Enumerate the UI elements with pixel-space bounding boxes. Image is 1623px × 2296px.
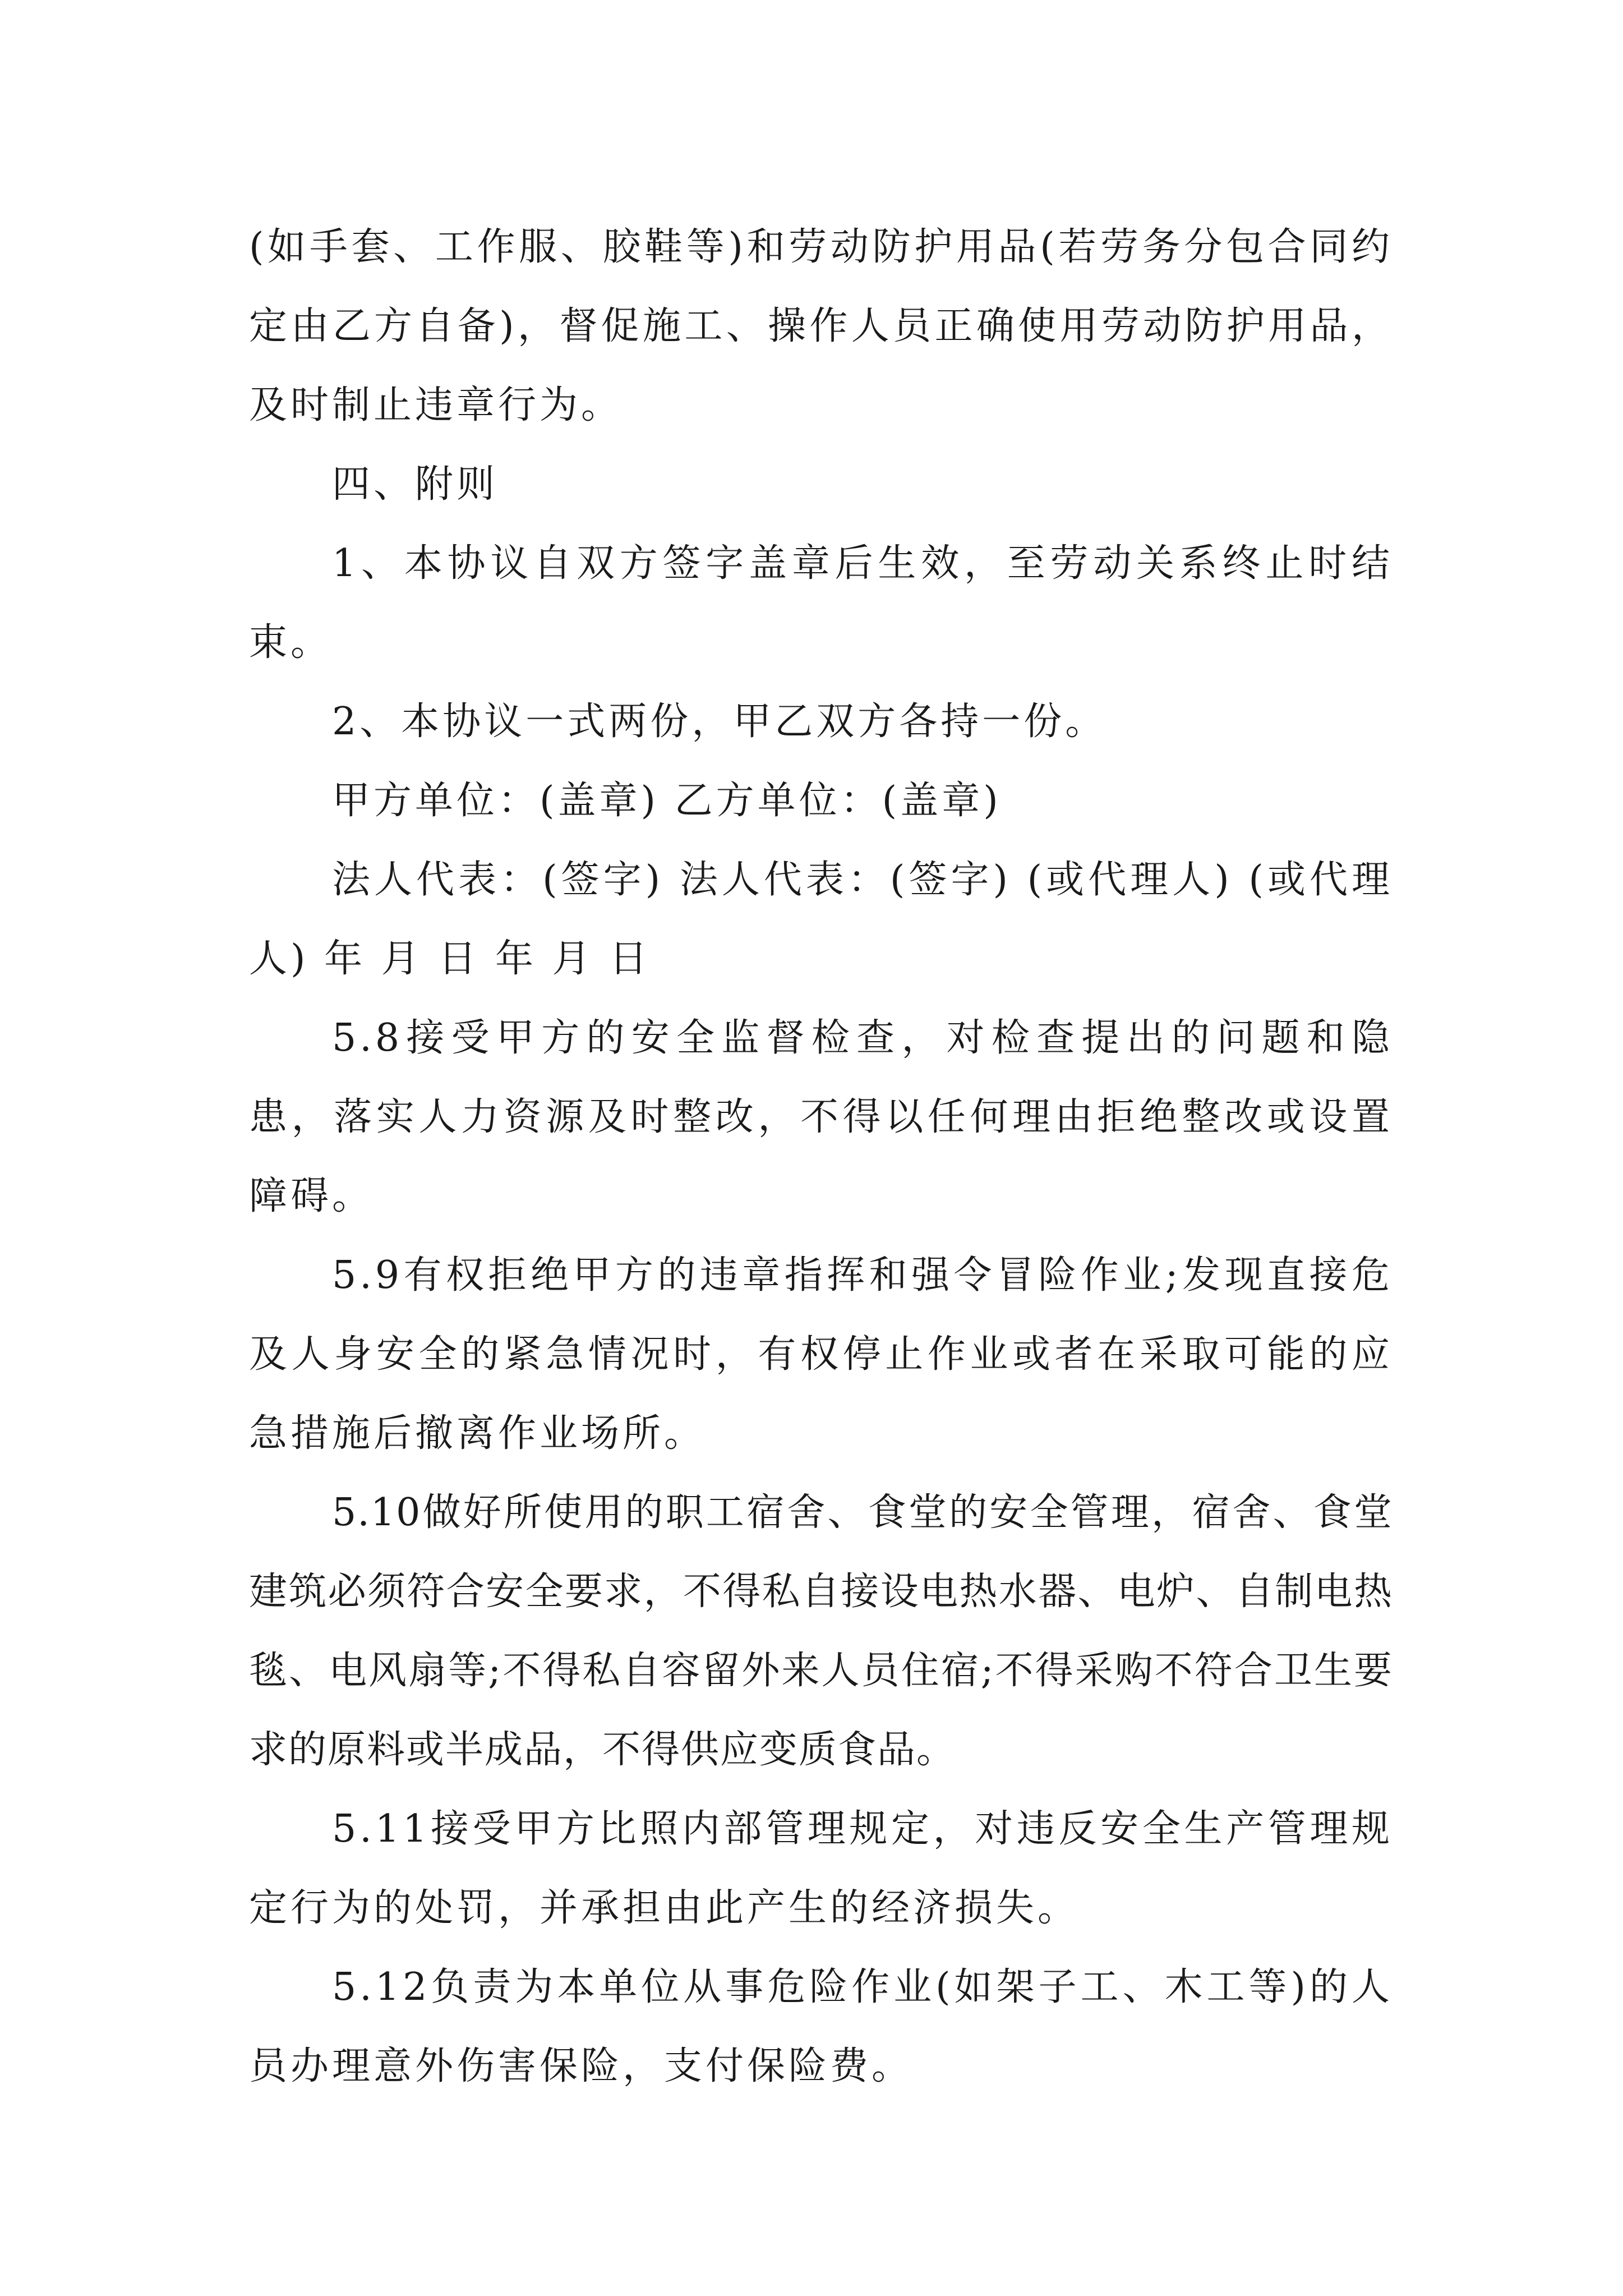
- paragraph-clause-5-8: 5.8接受甲方的安全监督检查，对检查提出的问题和隐患，落实人力资源及时整改，不得以任何理由拒绝整改或设置障碍。: [249, 1016, 1393, 1218]
- paragraph-clause-5-11: 5.11接受甲方比照内部管理规定，对违反安全生产管理规定行为的处罚，并承担由此产生的经济损失。: [249, 1807, 1393, 1930]
- document-body: [249, 208, 1393, 2106]
- paragraph-clause-1: 1、本协议自双方签字盖章后生效，至劳动关系终止时结束。: [249, 541, 1393, 665]
- paragraph-clause-5-10: 5.10做好所使用的职工宿舍、食堂的安全管理，宿舍、食堂建筑必须符合安全要求，不得私自接设电热水器、电炉、自制电热毯、电风扇等;不得私自容留外来人员住宿;不得采购不符合卫生要求的原料或半成品，不得供应变质食品。: [249, 1490, 1393, 1772]
- paragraph-clause-2: 2、本协议一式两份，甲乙双方各持一份。: [332, 700, 1107, 744]
- paragraph-continued-protective-gear: (如手套、工作服、胶鞋等)和劳动防护用品(若劳务分包合同约定由乙方自备)，督促施工、操作人员正确使用劳动防护用品，及时制止违章行为。: [249, 225, 1393, 427]
- paragraph-party-units: 甲方单位：(盖章) 乙方单位：(盖章): [332, 779, 1002, 823]
- paragraph-clause-5-9: 5.9有权拒绝甲方的违章指挥和强令冒险作业;发现直接危及人身安全的紧急情况时，有权停止作业或者在采取可能的应急措施后撤离作业场所。: [249, 1253, 1393, 1456]
- paragraph-legal-representatives: 法人代表：(签字) 法人代表：(签字) (或代理人) (或代理人) 年 月 日 年 月 日: [249, 858, 1393, 981]
- paragraph-clause-5-12: 5.12负责为本单位从事危险作业(如架子工、木工等)的人员办理意外伤害保险，支付保险费。: [249, 1965, 1393, 2088]
- section-four-heading: 四、附则: [332, 462, 499, 507]
